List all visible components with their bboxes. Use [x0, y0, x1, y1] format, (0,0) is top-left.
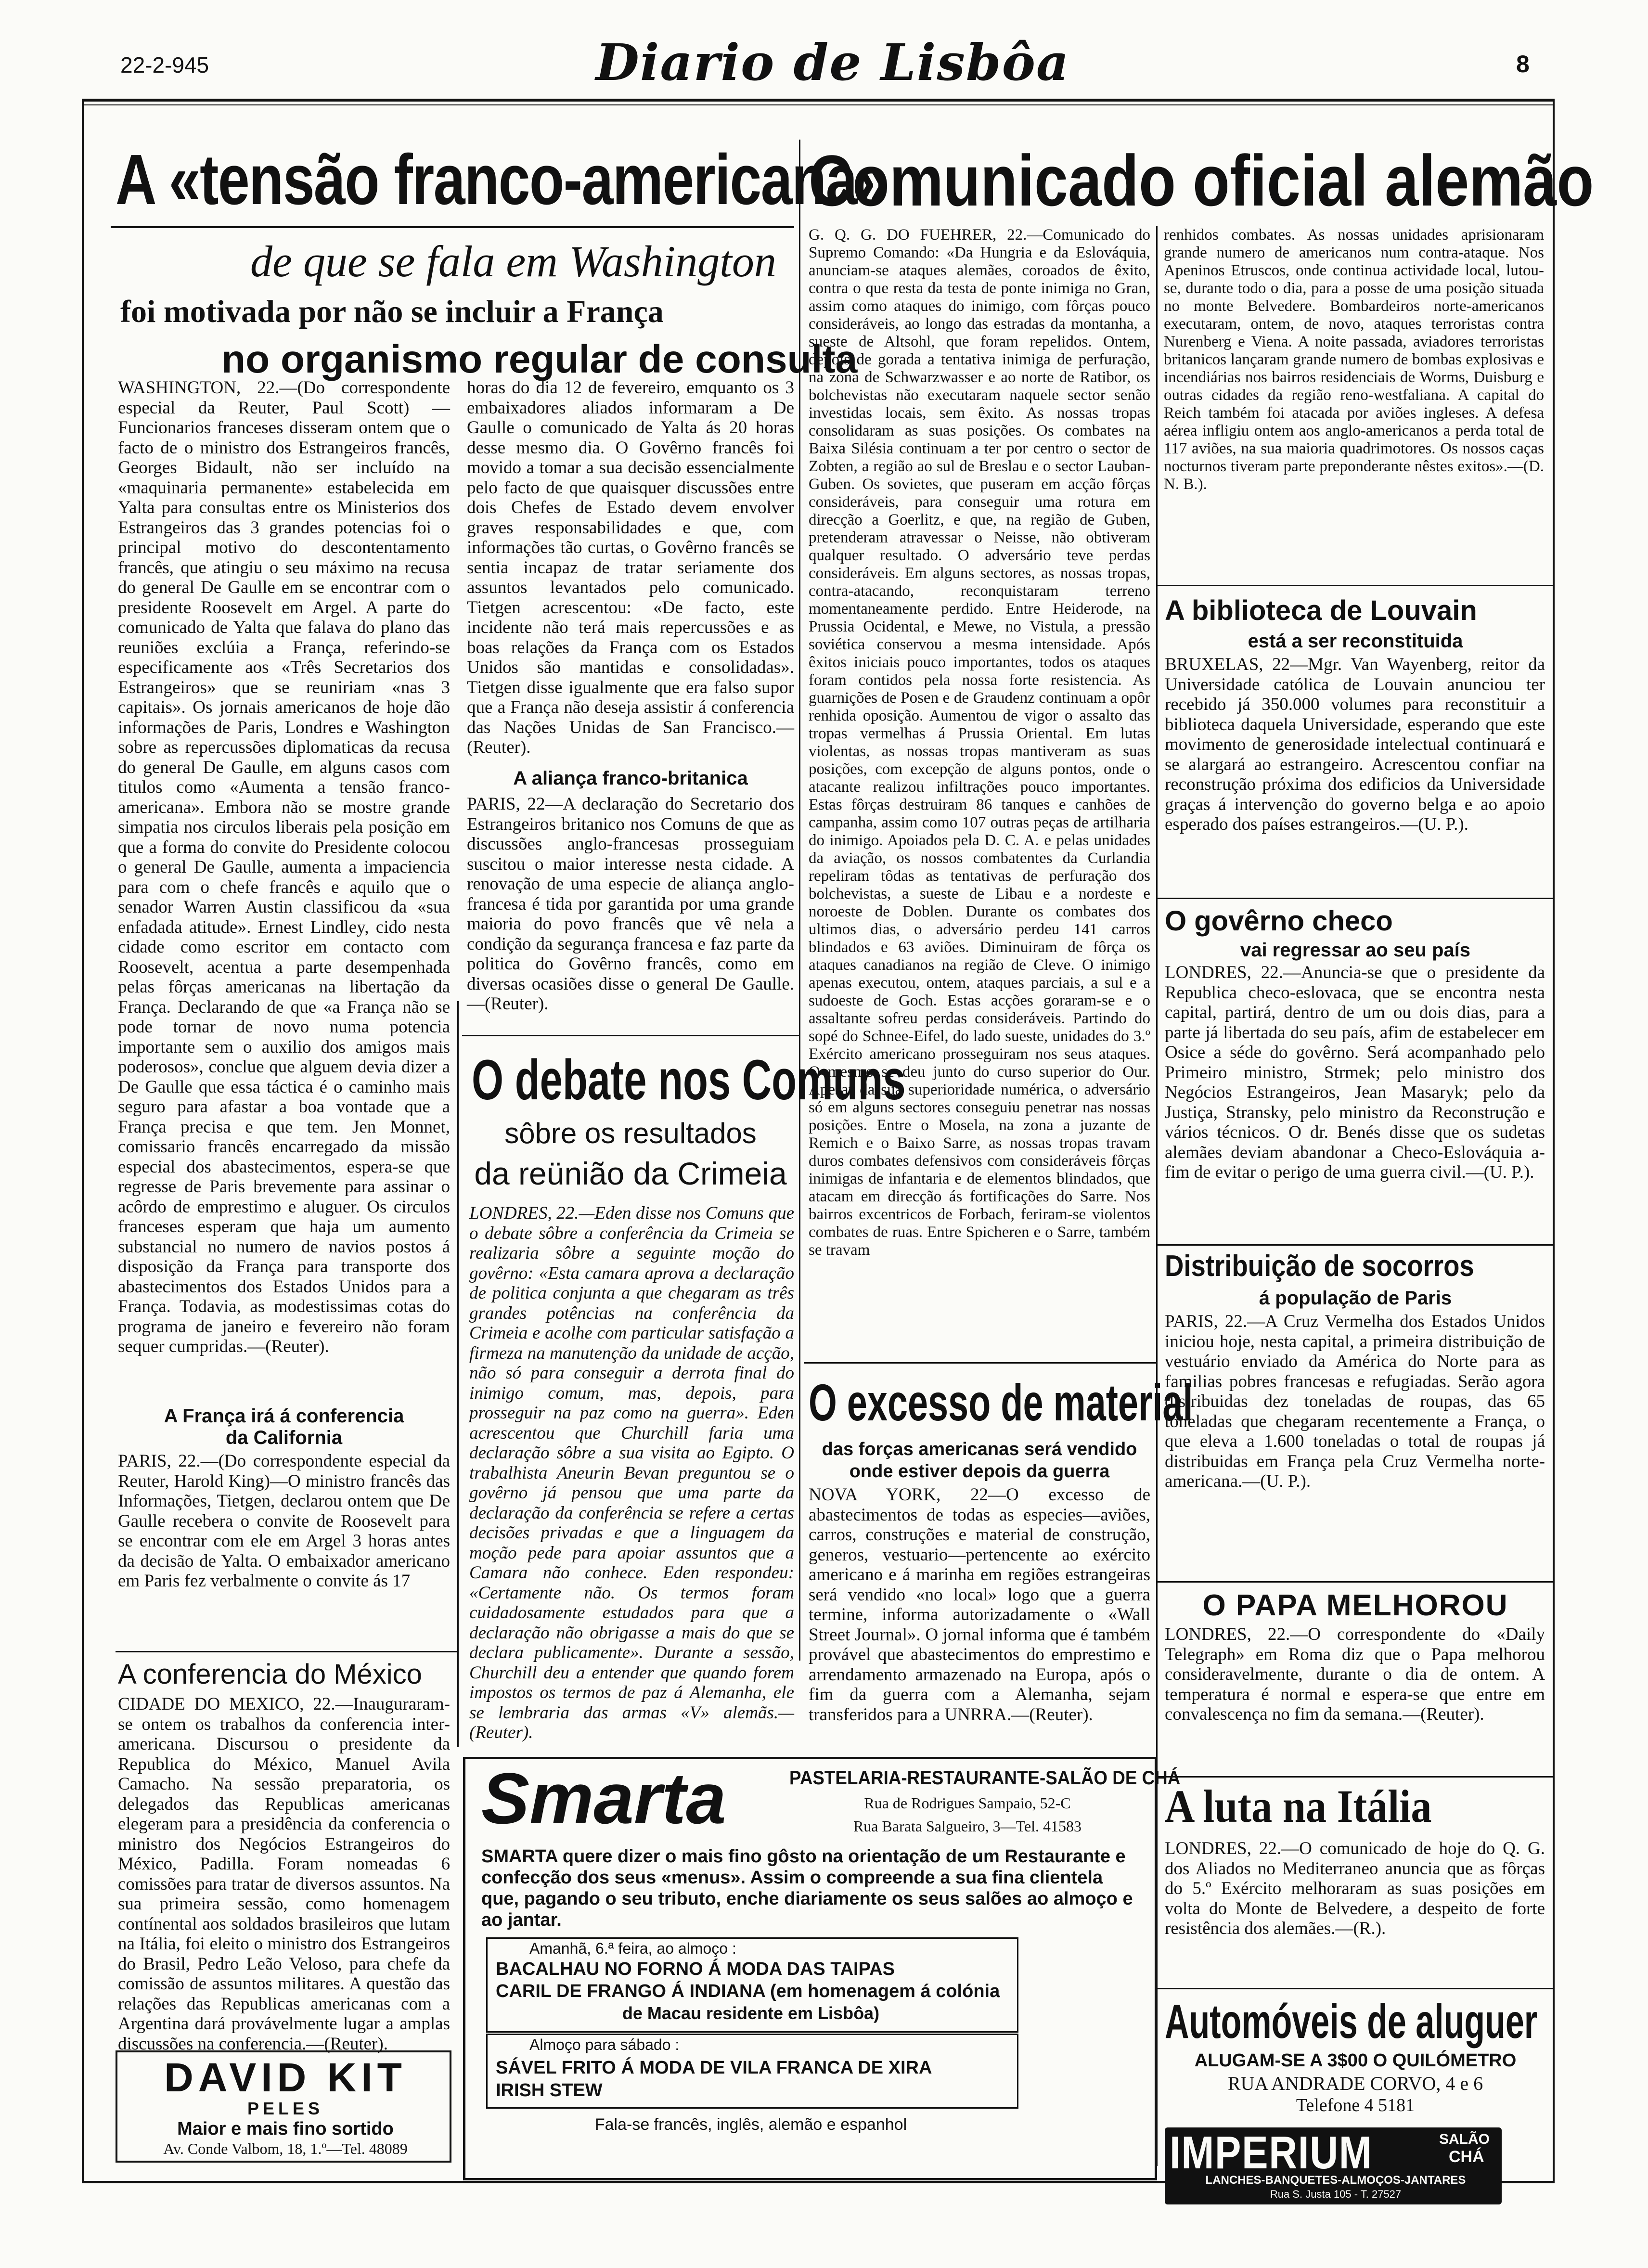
article-tensao-body-right: horas do dia 12 de fevereiro, emquanto os 3 embaixadores aliados informaram a De Gaulle o comunicado de Yalta ás 20 horas desse mesmo dia. O Govêrno francês foi movido a tomar a sua decisão essencialmente pelo facto de que quaisquer discussões entre dois Chefes de Estado devem envolver graves responsabilidades e que, com informações tão curtas, o Govêrno francês se sentia incapaz de tratar seriamente dos assuntos levantados pelo comunicado. Tietgen acrescentou: «De facto, este incidente não terá mais repercussões e as boas relações da França com os Estados Unidos são mantidas e consolidadas». Tietgen disse igualmente que era falso supor que a França não deseja assistir á conferencia das Nações Unidas de San Francisco.—(Reuter). [467, 378, 794, 757]
masthead-rule [82, 99, 1555, 102]
headline-socorros: Distribuição de socorros [1165, 1250, 1474, 1283]
headline-underline [111, 226, 794, 228]
smarta-menu-2-line-1: SÁVEL FRITO Á MODA DE VILA FRANCA DE XIRA [496, 2058, 932, 2078]
subhead-california-1: A França irá á conferencia [164, 1405, 404, 1427]
rule-above-papa [1158, 1581, 1553, 1583]
article-comunicado-body-left: G. Q. G. DO FUEHRER, 22.—Comunicado do Supremo Comando: «Da Hungria e da Eslováquia, anunciam-se ataques alemães, coroados de êxito, contra o que resta da testa de ponte inimiga no Gran, assim como ataques do inimigo, com fôrças pouco consideráveis, ao longo das estradas da montanha, a sueste de Altsohl, que foram repelidos. Ontem, depois de gorada a tentativa inimiga de perfuração, na zona de Schwarzwasser e ao norte de Ratibor, os bolchevistas não executaram naquele sector senão investidas locais, sem êxito. As nossas tropas consolidaram as suas posições. Os combates na Baixa Silésia continuam a ter por centro o sector de Zobten, a região ao sul de Breslau e o sector Lauban-Guben. Os sovietes, que puseram em acção fôrças consideráveis, para conseguir uma rotura em direcção a Goerlitz, e que, na região de Guben, pretenderam atravessar o Neisse, não obtiveram qualquer resultado. O adversário teve perdas consideráveis. Em alguns sectores, as nossas tropas, contra-atacando, reconquistaram terreno momentaneamente perdido. Entre Heiderode, na Prussia Ocidental, e Mewe, no Vistula, a pressão soviética conservou a mesma intensidade. Após êxitos iniciais pouco importantes, todos os ataques foram contidos pela nossa forte resistencia. As guarnições de Posen e de Graudenz continuam a opôr renhida oposição. Aumentou de vigor o assalto das tropas vermelhas á Prussia Oriental. Em lutas violentas, as nossas tropas mantiveram as suas posições, com excepção de alguns pontos, onde o atacante realizou infiltrações pouco importantes. Estas fôrças destruiram 86 tanques e canhões de campanha, assim como 107 outras peças de artilharia do inimigo. Apoiados pela D. C. A. e pelas unidades da aviação, os nossos combatentes da Curlandia repeliram tôdas as tentativas de perfuração dos bolchevistas, a sueste de Libau e a nordeste e noroeste de Doblen. Durante os combates dos ultimos dias, o adversário perdeu 141 carros blindados e 63 aviões. Diminuiram de fôrça os ataques canadianos na região de Cleve. O inimigo apenas executou, ontem, ataques parciais, a sul e a sudoeste de Goch. Estas acções goraram-se e o assaltante sofreu perdas consideráveis. Partindo do sopé do Schnee-Eifel, do lado sueste, unidades do 3.º Exército americano prosseguiram nos seus ataques. O mesmo se deu junto do curso superior do Our. Apesar da sua superioridade numérica, o adversário só em alguns sectores conseguiu penetrar nas nossas posições. Entre o Mosela, na zona a juzante de Remich e o Baixo Sarre, as nossas tropas travam duros combates defensivos com consideráveis fôrças inimigas de infantaria e de elementos blindados, que atacam em direcção ás fortificações do Sarre. Nos bairros excentricos de Forbach, feriram-se violentos combates de ruas. Entre Spicheren e o Sarre, também se travam [809, 226, 1150, 1259]
headline-debate: O debate nos Comuns [472, 1048, 906, 1112]
headline-checo: O govêrno checo [1165, 905, 1393, 937]
newspaper-title: Diario de Lisbôa [595, 33, 1070, 92]
smarta-tagline: SMARTA quere dizer o mais fino gôsto na orientação de um Restaurante e confecção dos seus «menus». Assim o compreende a sua fina clientela que, pagando o seu tributo, enche diariamente os seus salões ao almoço e ao jantar. [481, 1846, 1133, 1930]
smarta-menu-2-line-2: IRISH STEW [496, 2080, 603, 2100]
smarta-address-2: Rua Barata Salgueiro, 3—Tel. 41583 [853, 1817, 1082, 1835]
article-louvain-body: BRUXELAS, 22—Mgr. Van Wayenberg, reitor da Universidade católica de Louvain anunciou ter recebido já 350.000 volumes para reconstituir a biblioteca daquela Universidade, esperando que este movimento de generosidade intelectual continuará e se alargará ao estrangeiro. Acrescentou confiar na reconstrução próxima dos edificios da Universidade graças á intervenção do governo belga e ao apoio esperado dos países estrangeiros.—(U. P.). [1165, 655, 1545, 834]
article-debate-body: LONDRES, 22.—Eden disse nos Comuns que o debate sôbre a conferência da Crimeia se realizaria sôbre a seguinte moção do govêrno: «Esta camara aprova a declaração de politica conjunta a que chegaram as três grandes potências na conferência da Crimeia e acolhe com particular satisfação a firmeza na manutenção da unidade de acção, não só para conseguir a derrota final do inimigo comum, mas, depois, para prosseguir na paz como na guerra». Eden acrescentou que Churchill faria uma declaração sôbre a sua visita ao Egipto. O trabalhista Aneurin Bevan preguntou se o govêrno já pensou que uma parte da declaração da conferência se refere a certas decisões privadas e que a linguagem da moção pede para apoiar assuntos que a Camara não conhece. Eden respondeu: «Certamente não. Os termos foram cuidadosamente estudados para que a declaração não obrigasse a mais do que se declara publicamente». Durante a sessão, Churchill deu a entender que quando forem impostos os termos de paz á Alemanha, ele se lembraria das armas «V» alemãs.—(Reuter). [469, 1203, 794, 1742]
article-socorros-body: PARIS, 22.—A Cruz Vermelha dos Estados Unidos iniciou hoje, nesta capital, a primeira distribuição de vestuário enviado da América do Norte para as familias pobres francesas e refugiadas. Serão agora distribuidas dez toneladas de roupas, das 65 toneladas que chegaram recentemente a França, o que eleva a 1.600 toneladas o total de roupas já distribuidas em França pela Cruz Vermelha norte-americana.—(U. P.). [1165, 1312, 1545, 1491]
column-rule-3 [457, 1001, 459, 1747]
subhead-franca: foi motivada por não se incluir a França [120, 294, 664, 329]
frame-right [1553, 99, 1555, 2183]
imperium-salao: SALÃO [1439, 2131, 1490, 2147]
frame-left [82, 99, 84, 2183]
subhead-excesso-1: das forças americanas será vendido [822, 1439, 1137, 1459]
rule-above-mexico [116, 1651, 458, 1652]
imperium-services: LANCHES-BANQUETES-ALMOÇOS-JANTARES [1205, 2174, 1466, 2187]
masthead-rule-thin [82, 104, 1555, 105]
david-kit-line1: Maior e mais fino sortido [177, 2119, 394, 2139]
subhead-washington: de que se fala em Washington [250, 237, 776, 286]
subhead-louvain: está a ser reconstituida [1248, 631, 1463, 652]
subhead-alianca: A aliança franco-britanica [513, 768, 748, 789]
article-papa-body: LONDRES, 22.—O correspondente do «Daily Telegraph» em Roma diz que o Papa melhorou consideravelmente, durante o dia de ontem. A temperatura é normal e espera-se que entre em convalescença no fim da semana.—(Reuter). [1165, 1624, 1545, 1724]
headline-tensao: A «tensão franco-americana» [116, 140, 888, 219]
rule-above-debate [462, 1035, 799, 1036]
headline-excesso: O excesso de material [809, 1373, 1193, 1431]
smarta-address-1: Rua de Rodrigues Sampaio, 52-C [864, 1794, 1071, 1812]
headline-papa: O PAPA MELHOROU [1202, 1589, 1508, 1622]
headline-louvain: A biblioteca de Louvain [1165, 595, 1477, 626]
subhead-debate-1: sôbre os resultados [504, 1117, 757, 1149]
imperium-address: Rua S. Justa 105 - T. 27527 [1270, 2188, 1402, 2200]
article-italia-body: LONDRES, 22.—O comunicado de hoje do Q. G. dos Aliados no Mediterraneo anuncia que as fôrças do 5.º Exército melhoraram as suas posições em volta do Monte de Belvedere, a despeito de forte resistência dos alemães.—(R.). [1165, 1839, 1545, 1938]
david-kit-name: DAVID KIT [164, 2055, 407, 2100]
automoveis-line1: ALUGAM-SE A 3$00 O QUILÓMETRO [1194, 2050, 1517, 2071]
headline-comunicado: Comunicado oficial alemão [809, 140, 1594, 221]
article-comunicado-body-right: renhidos combates. As nossas unidades aprisionaram grande numero de americanos num contra-ataque. Nos Apeninos Etruscos, onde continua actividade local, lutou-se, durante todo o dia, para a posse de uma posição situada no monte Belvedere. Bombardeiros norte-americanos executaram, ontem, de novo, ataques terroristas contra Nurenberg e Viena. A noite passada, aviadores terroristas britanicos lançaram grande numero de bombas explosivas e incendiárias nos bairros residenciais de Worms, Duisburg e outras cidades da região reno-westfaliana. A capital do Reich também foi atacada por aviões ingleses. A defesa aérea infligiu ontem aos anglo-americanos a perda total de 117 aviões, na sua maioria quadrimotores. Os nossos caças nocturnos tiveram parte preponderante nêstes exitos».—(D. N. B.). [1164, 226, 1544, 493]
rule-above-italia [1158, 1776, 1553, 1778]
subhead-california-2: da California [225, 1427, 343, 1448]
imperium-name: IMPERIUM [1170, 2127, 1373, 2178]
article-tensao-body-left: WASHINGTON, 22.—(Do correspondente especial da Reuter, Paul Scott) —Funcionarios franceses disseram ontem que o facto de o ministro dos Estrangeiros francês, Georges Bidault, não ser incluído na «maquinaria permanente» estabelecida em Yalta para consultas entre os Ministerios dos Estrangeiros das 3 grandes potencias foi o principal motivo do descontentamento francês, que atingiu o seu máximo na recusa do general De Gaulle em se encontrar com o presidente Roosevelt em Argel. A parte do comunicado de Yalta que falava do plano das reuniões exclúia a França, referindo-se especificamente aos «Três Secretarios dos Estrangeiros» que se reuniriam «nas 3 capitais». Os jornais americanos de hoje dão informações de Paris, Londres e Washington sobre as repercussões diplomaticas da recusa do general De Gaulle, em alguns casos com titulos como «Aumenta a tensão franco-americana». Embora não se mostre grande simpatia nos circulos liberais pela posição em que a forma do convite do Presidente colocou o general De Gaulle, aumenta a impaciencia para com o chefe francês e aquilo que o senador Warren Austin classificou da «sua enfadada atitude». Ernest Lindley, cido nesta cidade como escritor em contacto com Roosevelt, acentua a parte desempenhada pelas fôrças americanas na libertação da França. Declarando de que «a França não se pode tornar de novo numa potencia importante sem o auxilio dos amigos mais poderosos», conclue que alguem devia dizer a De Gaulle que essa táctica é o caminho mais seguro para afastar a boa vontade que a França precisa e que tem. Jen Monnet, comissario francês encarregado da missão especial dos abastecimentos, espera-se que regresse de Paris brevemente para assinar o acôrdo de emprestimo e aluguer. Os circulos franceses esperam que haja um aumento substancial no numero de navios postos á disposição da França para transporte dos abastecimentos dos Estados Unidos para a França. Todavia, as modestissimas cotas do programa de janeiro e fevereiro não foram sequer cumpridas.—(Reuter). [118, 378, 450, 1356]
david-kit-line2: Av. Conde Valbom, 18, 1.º—Tel. 48089 [163, 2140, 408, 2157]
david-kit-sub: PELES [247, 2099, 324, 2118]
article-alianca-body: PARIS, 22—A declaração do Secretario dos Estrangeiros britanico nos Comuns de que as discussões anglo-francesas prosseguiam suscitou o maior interesse nesta cidade. A renovação de uma especie de aliança anglo-francesa é tida por garantida por uma grande maioria do povo francês que vê nela a condição da segurança francesa e faz parte da politica do Govêrno francês, como em diversas ocasiões disse o general De Gaulle.—(Reuter). [467, 794, 794, 1014]
rule-above-excesso [804, 1362, 1156, 1364]
smarta-menu-1-line-3: de Macau residente em Lisbôa) [622, 2003, 880, 2023]
subhead-socorros: á população de Paris [1259, 1288, 1452, 1309]
smarta-menu-2-title: Almoço para sábado : [529, 2036, 680, 2053]
rule-above-socorros [1158, 1244, 1553, 1246]
subhead-excesso-2: onde estiver depois da guerra [849, 1461, 1110, 1482]
imperium-cha: CHÁ [1449, 2148, 1484, 2166]
headline-italia: A luta na Itália [1165, 1780, 1432, 1832]
article-checo-body: LONDRES, 22.—Anuncia-se que o presidente da Republica checo-eslovaca, que se encontra nesta capital, partirá, dentro de um ou dois dias, para a parte já libertada do seu país, afim de estabelecer em Osice a séde do govêrno. Será acompanhado pelo Primeiro ministro, Strmek; pelo ministro dos Negócios Estrangeiros, Jean Masaryk; pelo da Justiça, Stransky, pelo ministro da Reconstrução e vários técnicos. O dr. Benés disse que os sudetas alemães deviam abandonar a Checo-Eslováquia a-fim de evitar o perigo de uma guerra civil.—(U. P.). [1165, 963, 1545, 1182]
automoveis-line3: Telefone 4 5181 [1296, 2095, 1415, 2115]
smarta-menu-1-line-1: BACALHAU NO FORNO Á MODA DAS TAIPAS [496, 1959, 895, 1979]
smarta-menu-1-title: Amanhã, 6.ª feira, ao almoço : [529, 1940, 736, 1957]
smarta-header: PASTELARIA-RESTAURANTE-SALÃO DE CHÁ [789, 1767, 1181, 1789]
page-number: 8 [1516, 51, 1530, 77]
automoveis-line2: RUA ANDRADE CORVO, 4 e 6 [1227, 2073, 1483, 2094]
smarta-menu-1-line-2: CARIL DE FRANGO Á INDIANA (em homenagem á colónia [496, 1981, 1000, 2001]
issue-date: 22-2-945 [120, 52, 209, 77]
smarta-logo: Smarta [481, 1758, 726, 1839]
rule-above-automoveis [1158, 1988, 1553, 1989]
smarta-footer: Fala-se francês, inglês, alemão e espanhol [594, 2115, 907, 2134]
article-mexico-body: CIDADE DO MEXICO, 22.—Inauguraram-se ontem os trabalhos da conferencia inter-americana. Discursou o presidente da Republica do México, Manuel Avila Camacho. Na sessão preparatoria, os delegados das Republicas americanas elegeram para a presidência da conferencia o ministro dos Negócios Estrangeiros do México, Padilla. Foram nomeadas 6 comissões para tratar de diversos assuntos. Na sua primeira sessão, como homenagem contínental aos soldados brasileiros que lutam na Itália, foi eleito o ministro dos Estrangeiros do Brasil, Pedro Leão Veloso, para chefe da comissão de assuntos militares. A questão das relações das Republicas americanas com a Argentina dará provávelmente lugar a amplas discussões na conferencia.—(Reuter). [118, 1694, 450, 2054]
headline-mexico: A conferencia do México [118, 1659, 422, 1690]
subhead-debate-2: da reünião da Crimeia [474, 1156, 787, 1191]
rule-above-checo [1158, 898, 1553, 899]
headline-automoveis: Automóveis de aluguer [1165, 1995, 1538, 2049]
subhead-checo: vai regressar ao seu país [1240, 940, 1471, 961]
subhead-organismo: no organismo regular de consulta [221, 337, 858, 381]
article-excesso-body: NOVA YORK, 22—O excesso de abastecimentos de todas as especies—aviões, carros, construções e material de construção, generos, vestuario—pertencente ao exército americano e á marinha em regiões estrangeiras será vendido «no local» logo que a guerra termine, informa autorizadamente o «Wall Street Journal». O jornal informa que é também provável que abastecimentos do emprestimo e arrendamento armazenado na Europa, após o fim da guerra com a Alemanha, sejam transferidos para a UNRRA.—(Reuter). [809, 1485, 1150, 1725]
rule-above-louvain [1158, 585, 1553, 586]
article-california-body: PARIS, 22.—(Do correspondente especial da Reuter, Harold King)—O ministro francês das Informações, Tietgen, declarou ontem que De Gaulle recebera o convite de Roosevelt para se encontrar com ele em Argel 3 horas antes da decisão de Yalta. O embaixador americano em Paris fez verbalmente o convite ás 17 [118, 1451, 450, 1591]
